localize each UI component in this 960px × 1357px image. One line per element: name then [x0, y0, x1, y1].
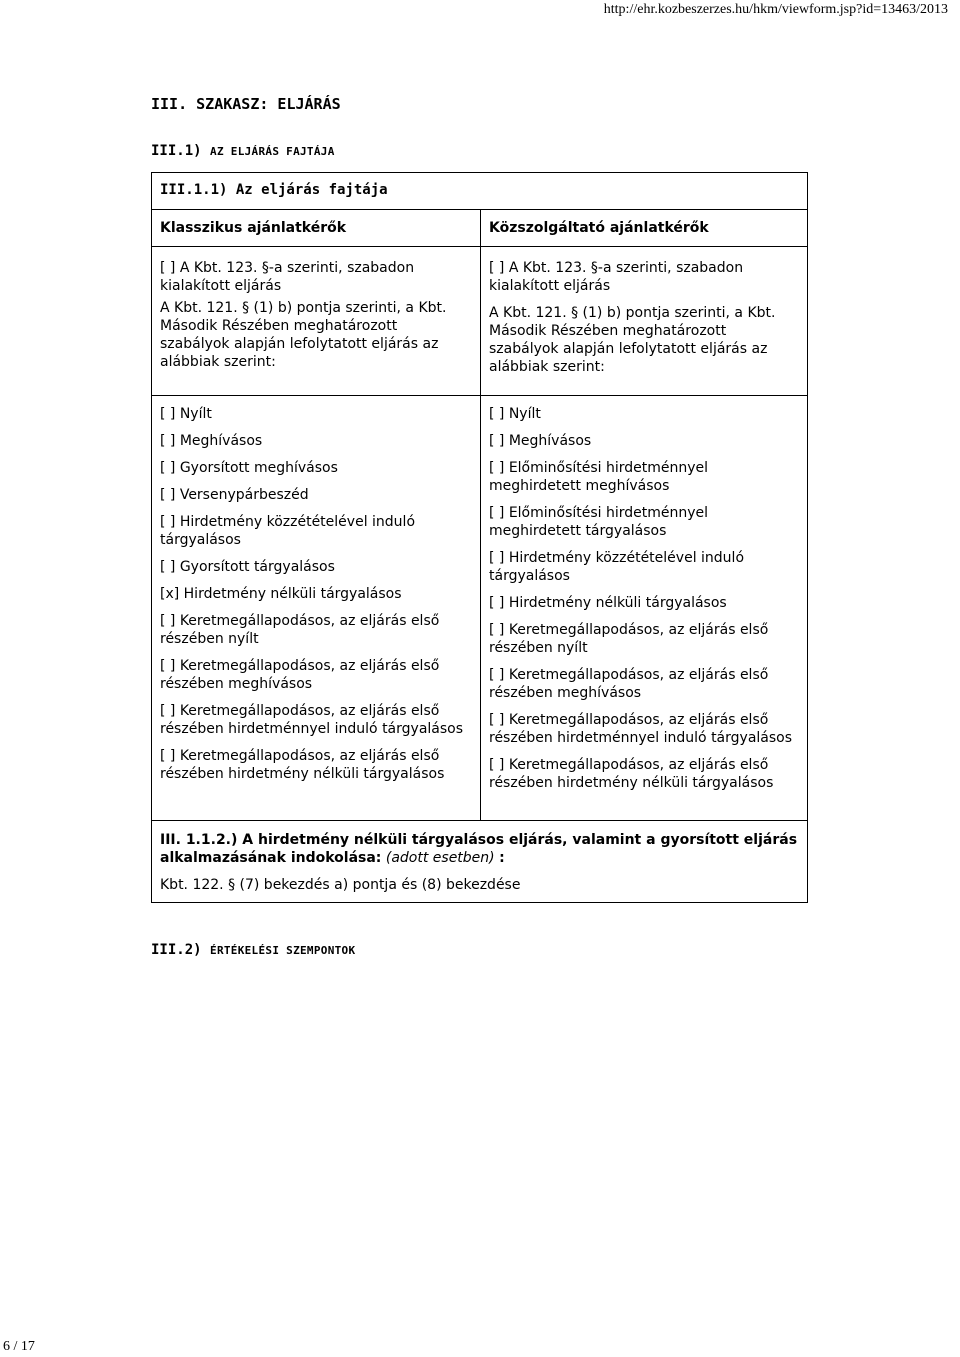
left-intro-second-part: A Kbt. 121. § (1) b) pontja szerinti, a Kbt. Második Részében meghatározott szabályok alapján lefolytatott eljárás az alábbiak szerint: [160, 300, 447, 370]
option-restricted: [ ] Meghívásos [489, 433, 592, 449]
right-options [489, 405, 799, 801]
option-accelerated-restricted: [ ] Gyorsított meghívásos [160, 460, 338, 476]
justification-title-italic: (adott esetben) [385, 850, 495, 866]
option-framework-negotiated-with-notice: [ ] Keretmegállapodásos, az eljárás első részében hirdetménnyel induló tárgyalásos [160, 703, 464, 737]
next-section-title [151, 942, 355, 958]
page-number: 6 / 17 [3, 1339, 35, 1354]
option-competitive-dialogue: [ ] Versenypárbeszéd [160, 487, 309, 503]
option-framework-negotiated-without-notice: [ ] Keretmegállapodásos, az eljárás első részében hirdetmény nélküli tárgyalásos [160, 748, 445, 782]
source-url: http://ehr.kozbeszerzes.hu/hkm/viewform.jsp?id=13463/2013 [603, 2, 948, 17]
option-negotiated-with-notice: [ ] Hirdetmény közzétételével induló tárgyalásos [160, 514, 416, 548]
right-intro-free-procedure: [ ] A Kbt. 123. §-a szerinti, szabadon kialakított eljárás [489, 260, 744, 294]
option-open: [ ] Nyílt [489, 406, 541, 422]
justification-title-end: : [499, 850, 505, 866]
left-intro [160, 259, 470, 380]
option-framework-negotiated-without-notice: [ ] Keretmegállapodásos, az eljárás első részében hirdetmény nélküli tárgyalásos [489, 757, 774, 791]
subsection-title [151, 143, 335, 159]
option-framework-open: [ ] Keretmegállapodásos, az eljárás első részében nyílt [489, 622, 769, 656]
left-options [160, 405, 470, 792]
justification-title-bold: III. 1.1.2.) A hirdetmény nélküli tárgyalásos eljárás, valamint a gyorsított eljárás alkalmazásának indokolása: [160, 832, 798, 866]
right-column-heading: Közszolgáltató ajánlatkérők [489, 220, 709, 236]
left-intro-free-procedure: [ ] A Kbt. 123. §-a szerinti, szabadon kialakított eljárás [160, 260, 415, 294]
option-framework-open: [ ] Keretmegállapodásos, az eljárás első részében nyílt [160, 613, 440, 647]
next-section-number: III.2) [151, 942, 202, 958]
column-divider [480, 209, 481, 820]
box-title: III.1.1) Az eljárás fajtája [160, 182, 388, 198]
justification-block [160, 831, 800, 903]
option-negotiated-with-notice: [ ] Hirdetmény közzétételével induló tárgyalásos [489, 550, 745, 584]
right-intro-second-part: A Kbt. 121. § (1) b) pontja szerinti, a Kbt. Második Részében meghatározott szabályok alapján lefolytatott eljárás az alábbiak szerint: [489, 305, 776, 375]
divider [151, 820, 808, 821]
justification-text: Kbt. 122. § (7) bekezdés a) pontja és (8) bekezdése [160, 877, 521, 893]
next-section-label: ÉRTÉKELÉSI SZEMPONTOK [210, 944, 356, 957]
option-prequalification-negotiated: [ ] Előminősítési hirdetménnyel meghirdetett tárgyalásos [489, 505, 709, 539]
option-negotiated-without-notice: [ ] Hirdetmény nélküli tárgyalásos [489, 595, 727, 611]
subsection-label: AZ ELJÁRÁS FAJTÁJA [210, 145, 335, 158]
subsection-number: III.1) [151, 143, 202, 159]
option-restricted: [ ] Meghívásos [160, 433, 263, 449]
option-framework-negotiated-with-notice: [ ] Keretmegállapodásos, az eljárás első részében hirdetménnyel induló tárgyalásos [489, 712, 793, 746]
option-open: [ ] Nyílt [160, 406, 212, 422]
section-title: III. SZAKASZ: ELJÁRÁS [151, 95, 341, 113]
justification-title [160, 831, 800, 867]
option-accelerated-negotiated: [ ] Gyorsított tárgyalásos [160, 559, 335, 575]
option-negotiated-without-notice: [x] Hirdetmény nélküli tárgyalásos [160, 586, 402, 602]
option-framework-restricted: [ ] Keretmegállapodásos, az eljárás első részében meghívásos [489, 667, 769, 701]
left-column-heading: Klasszikus ajánlatkérők [160, 220, 347, 236]
option-prequalification-restricted: [ ] Előminősítési hirdetménnyel meghirdetett meghívásos [489, 460, 709, 494]
right-intro [489, 259, 799, 385]
option-framework-restricted: [ ] Keretmegállapodásos, az eljárás első részében meghívásos [160, 658, 440, 692]
